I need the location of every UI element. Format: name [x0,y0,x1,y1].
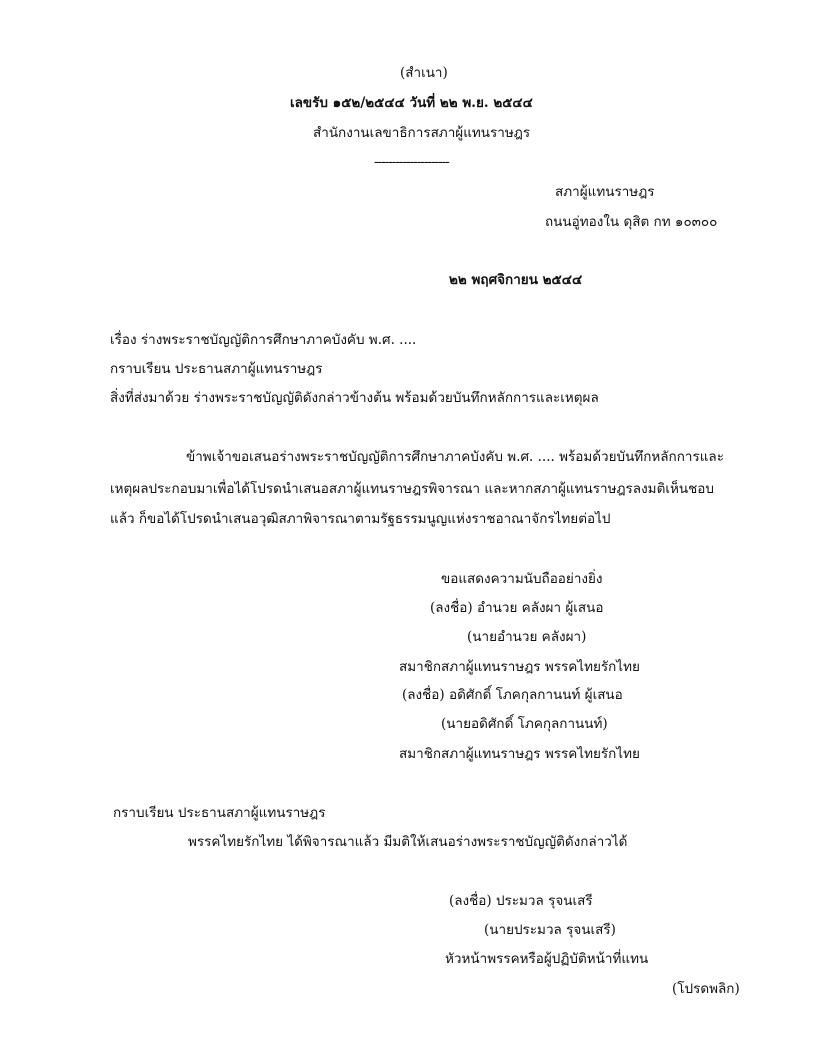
body-line-2: เหตุผลประกอบมาเพื่อได้โปรดนำเสนอสภาผู้แทนราษฎรพิจารณา และหากสภาผู้แทนราษฎรลงมติเห็นชอบ [110,481,714,497]
endorsement-signature-sign: (ลงชื่อ) ประมวล รุจนเสรี [449,893,593,909]
letter-date: ๒๒ พฤศจิกายน ๒๕๔๔ [449,272,583,288]
signature-2-title: สมาชิกสภาผู้แทนราษฎร พรรคไทยรักไทย [399,746,640,762]
body-line-1: ข้าพเจ้าขอเสนอร่างพระราชบัญญัติการศึกษาภาคบังคับ พ.ศ. .... พร้อมด้วยบันทึกหลักการและ [186,449,724,465]
endorsement-to-line: กราบเรียน ประธานสภาผู้แทนราษฎร [113,805,326,821]
signature-2-sign: (ลงชื่อ) อดิศักดิ์ โภคกุลกานนท์ ผู้เสนอ [402,687,623,703]
enclosure-line: สิ่งที่ส่งมาด้วย ร่างพระราชบัญญัติดังกล่าวข้างต้น พร้อมด้วยบันทึกหลักการและเหตุผล [110,390,599,406]
receipt-line: เลขรับ ๑๕๒/๒๕๔๔ วันที่ ๒๒ พ.ย. ๒๕๔๔ [290,95,533,111]
turn-over-note: (โปรดพลิก) [672,981,740,997]
signature-1-sign: (ลงชื่อ) อำนวย คลังผา ผู้เสนอ [430,600,604,616]
body-line-3: แล้ว ก็ขอได้โปรดนำเสนอวุฒิสภาพิจารณาตามรัฐธรรมนูญแห่งราชอาณาจักรไทยต่อไป [110,511,611,527]
subject-line: เรื่อง ร่างพระราชบัญญัติการศึกษาภาคบังคับ พ.ศ. .... [110,332,417,348]
header-divider: --------------------- [374,154,449,170]
to-line: กราบเรียน ประธานสภาผู้แทนราษฎร [110,361,323,377]
endorsement-text: พรรคไทยรักไทย ได้พิจารณาแล้ว มีมติให้เสนอร่างพระราชบัญญัติดังกล่าวได้ [188,834,628,850]
signature-2-name: (นายอดิศักดิ์ โภคกุลกานนท์) [441,716,608,732]
endorsement-signature-name: (นายประมวล รุจนเสรี) [484,922,616,938]
signature-1-name: (นายอำนวย คลังผา) [467,629,587,645]
copy-mark: (สำเนา) [400,65,448,81]
endorsement-signature-title: หัวหน้าพรรคหรือผู้ปฏิบัติหน้าที่แทน [445,951,649,967]
office-name: สำนักงานเลขาธิการสภาผู้แทนราษฎร [313,125,531,141]
closing-salutation: ขอแสดงความนับถืออย่างยิ่ง [441,571,603,587]
address-line-2: ถนนอู่ทองใน ดุสิต กท ๑๐๓๐๐ [545,214,718,230]
address-line-1: สภาผู้แทนราษฎร [555,184,655,200]
signature-1-title: สมาชิกสภาผู้แทนราษฎร พรรคไทยรักไทย [399,659,640,675]
